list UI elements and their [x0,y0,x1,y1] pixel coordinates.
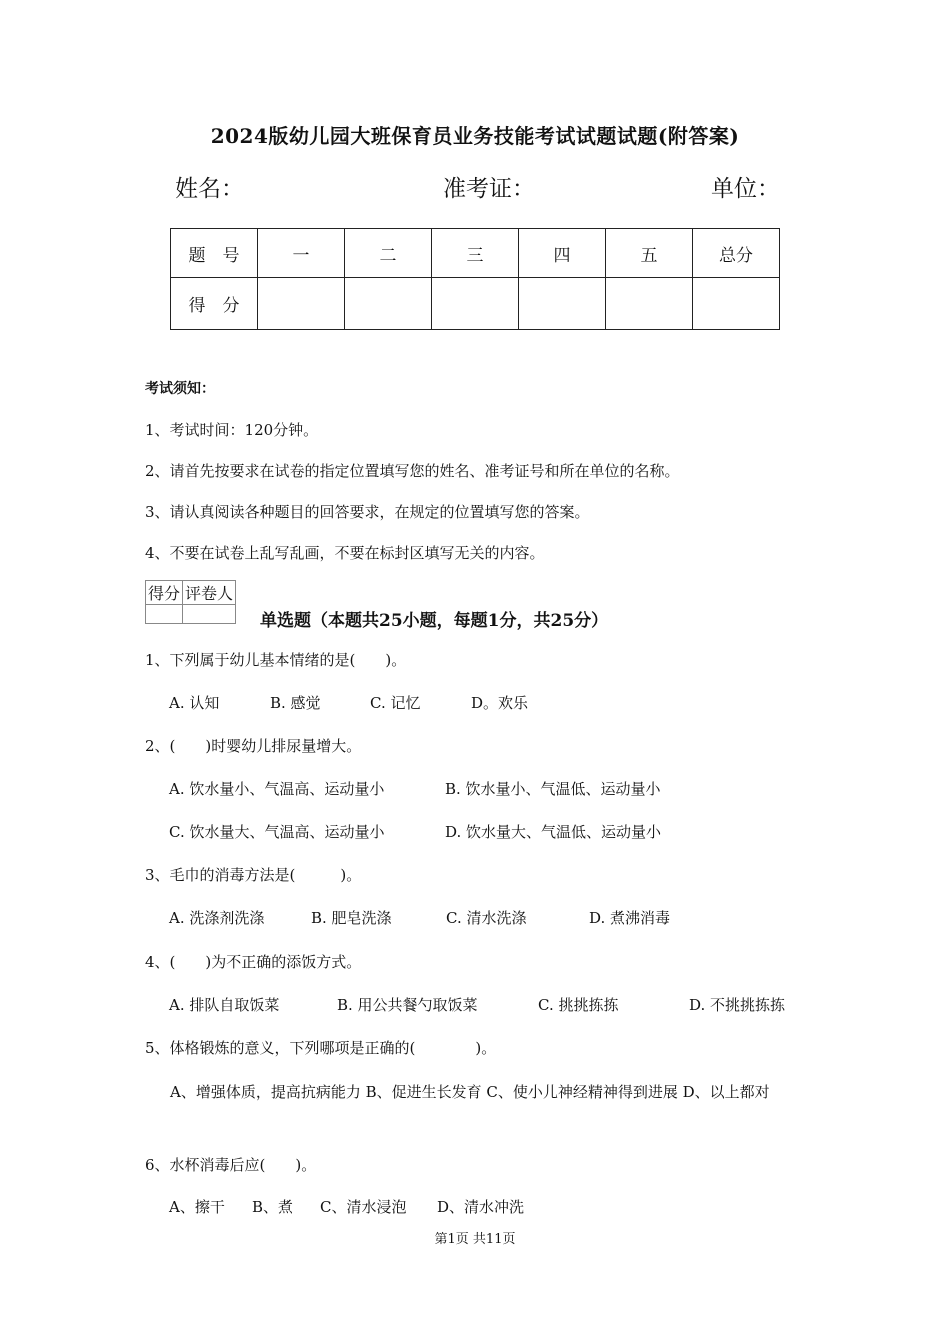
option-a: A. 排队自取饭菜 [169,996,280,1014]
score-cell-total[interactable] [693,278,780,330]
score-cell-4[interactable] [519,278,606,330]
question-stem: 3、毛巾的消毒方法是( )。 [145,866,362,884]
option-a: A. 认知 [169,694,220,712]
score-cell-2[interactable] [345,278,432,330]
score-table-cell: 五 [606,229,693,278]
score-table [170,228,780,330]
option-c: C. 记忆 [370,694,421,712]
grader-score-cell[interactable] [146,605,183,624]
score-table-score-row [171,278,780,330]
option-d: D. 煮沸消毒 [589,909,671,927]
score-table-cell: 四 [519,229,606,278]
question-stem: 1、下列属于幼儿基本情绪的是( )。 [145,651,407,669]
score-cell-3[interactable] [432,278,519,330]
score-table-cell: 三 [432,229,519,278]
exam-id-label: 准考证： [443,176,535,202]
score-cell-1[interactable] [258,278,345,330]
page-title: 2024版幼儿园大班保育员业务技能考试试题试题(附答案) [210,124,740,148]
option-a: A. 洗涤剂洗涤 [169,909,265,927]
option-d: D。欢乐 [471,694,529,712]
question-stem: 5、体格锻炼的意义，下列哪项是正确的( )。 [145,1039,497,1057]
question-options-text: A、增强体质，提高抗病能力 B、促进生长发育 C、使小儿神经精神得到进展 D、以上都对 [170,1083,770,1101]
score-table-cell: 一 [258,229,345,278]
name-label: 姓名： [175,176,244,202]
option-d: D. 不挑挑拣拣 [689,996,786,1014]
section-title: 单选题（本题共25小题，每题1分，共25分） [260,611,609,631]
page-number: 第1页 共11页 [434,1232,516,1247]
score-cell-5[interactable] [606,278,693,330]
option-d: D. 饮水量大、气温低、运动量小 [445,823,662,841]
question-stem: 2、( )时婴幼儿排尿量增大。 [145,737,362,755]
grader-box [145,580,236,624]
score-table-cell: 二 [345,229,432,278]
option-c: C. 挑挑拣拣 [538,996,619,1014]
score-table-cell: 题 号 [171,229,258,278]
grader-reviewer-cell[interactable] [183,605,236,624]
notes-heading: 考试须知： [145,381,215,397]
score-table-header-row [171,229,780,278]
score-row-label: 得 分 [171,278,258,330]
note-item: 3、请认真阅读各种题目的回答要求，在规定的位置填写您的答案。 [145,503,590,521]
note-item: 4、不要在试卷上乱写乱画，不要在标封区填写无关的内容。 [145,544,545,562]
option-c: C、清水浸泡 [320,1198,407,1216]
grader-reviewer-label: 评卷人 [183,581,236,605]
option-a: A、擦干 [169,1198,225,1216]
option-b: B. 饮水量小、气温低、运动量小 [445,780,661,798]
score-table-cell: 总分 [693,229,780,278]
note-item: 2、请首先按要求在试卷的指定位置填写您的姓名、准考证号和所在单位的名称。 [145,462,680,480]
question-stem: 4、( )为不正确的添饭方式。 [145,953,362,971]
option-b: B. 用公共餐勺取饭菜 [337,996,478,1014]
unit-label: 单位： [711,176,780,202]
option-d: D、清水冲洗 [437,1198,525,1216]
question-stem: 6、水杯消毒后应( )。 [145,1156,317,1174]
option-c: C. 清水洗涤 [446,909,527,927]
note-item: 1、考试时间：120分钟。 [145,421,319,439]
option-b: B、煮 [252,1198,294,1216]
option-c: C. 饮水量大、气温高、运动量小 [169,823,385,841]
option-b: B. 感觉 [270,694,321,712]
option-b: B. 肥皂洗涤 [311,909,392,927]
option-a: A. 饮水量小、气温高、运动量小 [169,780,385,798]
grader-score-label: 得分 [146,581,183,605]
